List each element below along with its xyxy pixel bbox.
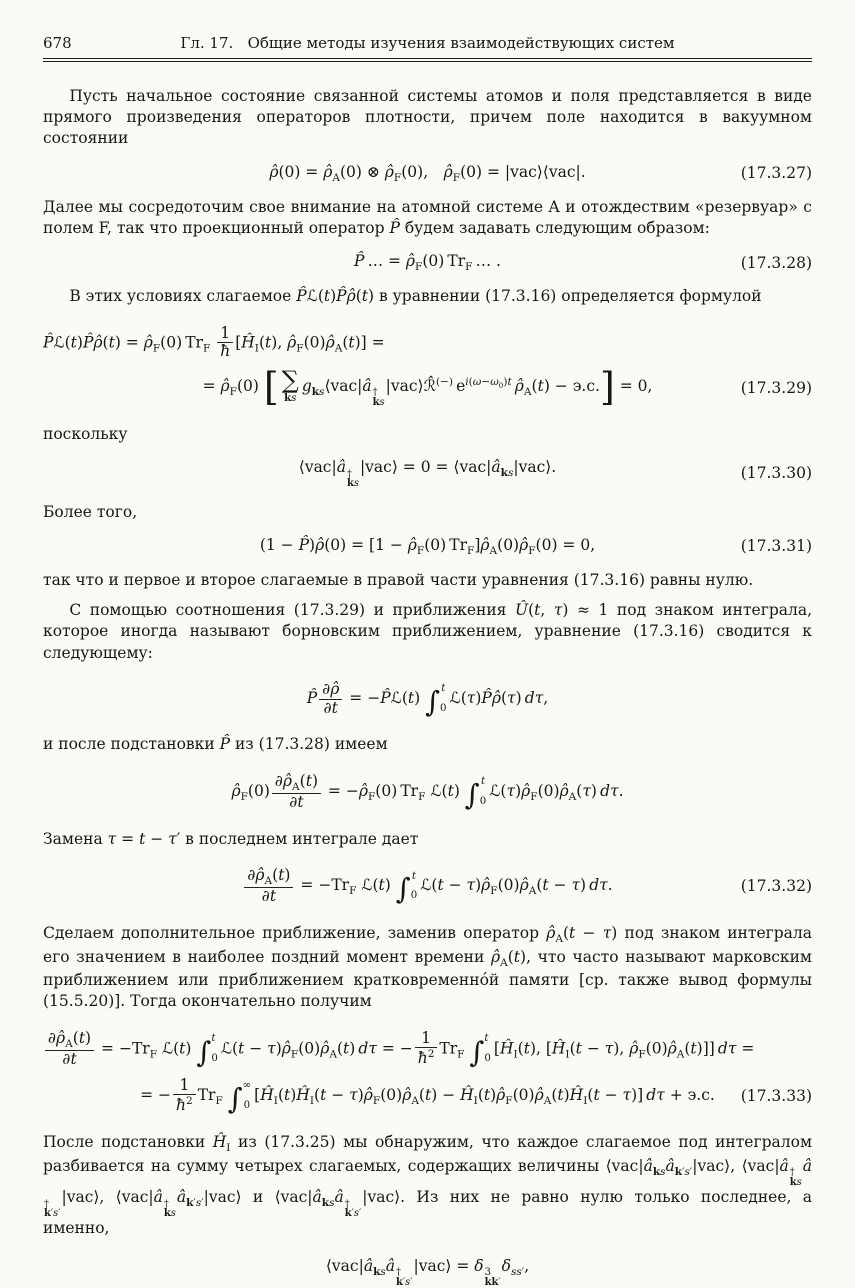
equation-substitution-unnumbered [43, 773, 812, 812]
equation-born-unnumbered [43, 681, 812, 718]
paragraph-since: поскольку [43, 425, 128, 444]
paragraph-variable-change: Замена τ = t − τ′ в последнем интеграле дает [43, 829, 419, 848]
paragraph-born-approximation: С помощью соотношения (17.3.29) и приближения Û(t, τ) ≈ 1 под знаком интеграла, которое иногда называют борновским приближением, уравнение (17.3.16) сводится к следующему: [43, 601, 812, 662]
paragraph-four-terms: После подстановки $Ĥ_I$ из (17.3.25) мы обнаружим, что каждое слагаемое под интегралом разбивается на сумму четырех слагаемых, содержащих величины $⟨vac|â_{ks}â_{k's'}|vac⟩$, ⟨vac|â † ks â † k′s′ |vac⟩, ⟨vac|â † ks $â_{k's'}|vac⟩$ и $⟨vac|â_{ks}â$ † k′s′ |vac⟩. Из них не равно нулю только последнее, а именно, [43, 1133, 813, 1238]
equation-17-3-32 [43, 867, 812, 906]
paragraph-terms-zero: так что и первое и второе слагаемые в правой части уравнения (17.3.16) равны нулю. [43, 570, 754, 589]
equation-body: = $\rhô_F(0)$ [ ∑ ks $g_{ks}⟨vac|â$ † ks |vac⟩ℛ̂(−) $e^{i(\omega-\omega_0)t}$ $\rhô_A(t) - э.с.] = 0$, [202, 364, 653, 409]
equation-body: $\rhô_F(0)$ $\frac{\partial\rhô_A(t)}{\partial t}$ = $-\rhô_F(0)$ $Tr_F$ ℒ(t) ∫ t 0 $ℒ(\tau)\rhô_F(0)\rhô_A(\tau)$ dτ. [231, 771, 624, 812]
equation-17-3-27 [43, 163, 812, 184]
paragraph-initial-state: Пусть начальное состояние связанной системы атомов и поля представляется в виде прямого произведения операторов плотности, причем поле находится в вакуумном состоянии [43, 87, 812, 148]
equation-number: (17.3.32) [740, 877, 812, 896]
chapter-running-title: Гл. 17. Общие методы изучения взаимодействующих систем [180, 34, 675, 52]
paragraph-moreover: Более того, [43, 502, 138, 521]
equation-line-1: $\frac{\partial\rhô_A(t)}{\partial t}$ = $-Tr_F$ ℒ(t) ∫ t 0 ℒ(t − $\tau)\rhô_F(0)\rhô_A(t)$ dτ = − $\frac{1}{ħ^2}$ $Tr_F$ ∫ t 0 [$Ĥ_I(t)$, [$Ĥ_I(t - \tau)$, $\rhô_F(0)\rhô_A(t)$]] dτ = [43, 1030, 812, 1069]
equation-17-3-33 [43, 1030, 812, 1116]
equation-body: P̂ $\frac{\partial\rhô}{\partial t}$ = −P̂ℒ(t) ∫ t 0 ℒ(τ)P̂ρ̂(τ) dτ, [306, 679, 549, 719]
equation-line-2 [43, 1077, 812, 1116]
equation-number: (17.3.28) [740, 253, 812, 272]
equation-17-3-31 [43, 536, 812, 557]
equation-number: (17.3.31) [740, 537, 812, 556]
equation-body: ⟨vac|â † ks |vac⟩ = $0 = ⟨vac|â_{ks}|vac⟩$. [298, 458, 557, 490]
paragraph-after-substitution: и после подстановки P̂ из (17.3.28) имеем [43, 735, 388, 754]
paragraph-projection-operator: Далее мы сосредоточим свое внимание на атомной системе A и отождествим «резервуар» с полем F, так что проекционный оператор P̂ будем задавать следующим образом: [43, 197, 812, 238]
equation-number: (17.3.29) [740, 379, 812, 398]
equation-body: ρ̂(0) = $\rhô_A(0)$ ⊗ $\rhô_F(0)$, $\rhô_F(0)$ = |vac⟩⟨vac|. [269, 162, 586, 184]
equation-body: = − $\frac{1}{ħ^2}$ $Tr_F$ ∫ ∞ 0 [$Ĥ_I(t)Ĥ_I(t$ − $\tau)\rhô_F(0)\rhô_A(t)$ − $Ĥ_I(t)\rhô_F(0)\rhô_A(t)Ĥ_I(t - \tau)$] dτ + э.с. [140, 1075, 715, 1116]
header-double-rule [43, 58, 812, 62]
equation-number: (17.3.27) [740, 164, 812, 183]
equation-body: P̂ … = $\rhô_F(0)$ $Tr_F$ … . [354, 252, 501, 274]
equation-line-1: P̂ℒ(t)P̂ρ̂(t) = $\rhô_F(0)$ $Tr_F$ $\frac{1}{ħ}$ [$Ĥ_I(t)$, $\rhô_F(0)\rhô_A(t)$] = [43, 323, 385, 361]
running-head [43, 34, 812, 55]
paragraph-markov-approximation: Сделаем дополнительное приближение, заменив оператор $\rhô_A(t - \tau)$ под знаком интеграла его значением в наиболее поздний момент времени $\rhô_A(t)$, что часто называют марковским приближением или приближением кратковременно́й памяти [ср. также вывод формулы (15.5.20)]. Тогда окончательно получим [43, 924, 813, 1011]
equation-body: $\frac{\partial\rhô_A(t)}{\partial t}$ = $-Tr_F$ ℒ(t) ∫ t 0 ℒ(t − $\tau)\rhô_F(0)\rhô_A(t - \tau)$ dτ. [242, 876, 612, 894]
equation-number: (17.3.30) [740, 464, 812, 483]
page-number: 678 [43, 34, 72, 52]
equation-17-3-28 [43, 252, 812, 273]
equation-17-3-29 [43, 325, 812, 407]
equation-line-2 [43, 364, 812, 409]
equation-17-3-30 [43, 458, 812, 488]
equation-final-unnumbered [43, 1257, 812, 1287]
equation-number: (17.3.33) [740, 1086, 812, 1105]
equation-body: $⟨vac|â_{ks}â$ † k′s′ |vac⟩ = δ 3 kk′ $\delta_{ss'}$, [325, 1256, 530, 1288]
equation-body: (1 − P̂)ρ̂(0) = [$1 - \rhô_F(0)$ $Tr_F]\rhô_A(0)\rhô_F(0) = 0$, [259, 535, 596, 557]
paragraph-term-defined: В этих условиях слагаемое P̂ℒ(t)P̂ρ̂(t) в уравнении (17.3.16) определяется формулой [69, 287, 762, 306]
